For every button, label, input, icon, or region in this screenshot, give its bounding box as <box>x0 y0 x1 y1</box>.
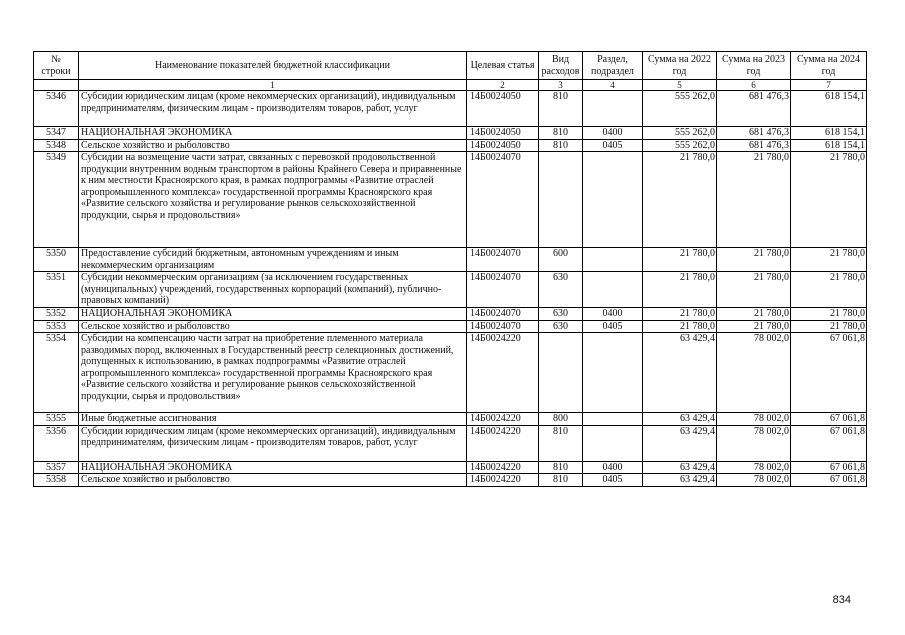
indicator-name-cell: Субсидии на возмещение части затрат, связанных с перевозкой продовольственной продукции внутренним водным транспортом в районы Крайнего Севера и приравненные к ним местности Красноярского края, в рамках подпрограммы «Развитие отраслей агропромышленного комплекса» государственной программы Красноярского края «Развитие сельского хозяйства и регулирование рынков сельскохозяйственной продукции, сырья и продовольствия» <box>79 152 467 248</box>
sum-2022-cell: 21 780,0 <box>643 152 717 248</box>
column-index-row <box>34 80 867 91</box>
sum-2023-cell: 78 002,0 <box>717 461 791 474</box>
column-index: 7 <box>791 80 867 91</box>
target-article-cell: 14Б0024220 <box>467 413 539 426</box>
indicator-name-cell: Субсидии юридическим лицам (кроме некоммерческих организаций), индивидуальным предпринимателям, физическим лицам - производителям товаров, работ, услуг <box>79 91 467 127</box>
table-header-row <box>34 52 867 80</box>
expense-type-cell: 600 <box>539 248 583 272</box>
target-article-cell: 14Б0024220 <box>467 425 539 461</box>
row-number-cell: 5358 <box>34 474 79 487</box>
header-target-article: Целевая статья <box>467 52 539 80</box>
sum-2022-cell: 63 429,4 <box>643 461 717 474</box>
indicator-name-cell: Субсидии некоммерческим организациям (за исключением государственных (муниципальных) учреждений, государственных корпораций (компаний), публично-правовых компаний) <box>79 272 467 308</box>
sum-2024-cell: 67 061,8 <box>791 461 867 474</box>
section-cell: 0400 <box>583 461 643 474</box>
indicator-name-cell: Сельское хозяйство и рыболовство <box>79 139 467 152</box>
header-sum-2024: Сумма на 2024 год <box>791 52 867 80</box>
indicator-name-cell: НАЦИОНАЛЬНАЯ ЭКОНОМИКА <box>79 127 467 140</box>
column-index: 3 <box>539 80 583 91</box>
table-row <box>34 91 867 127</box>
expense-type-cell: 800 <box>539 413 583 426</box>
target-article-cell: 14Б0024070 <box>467 272 539 308</box>
column-index: 2 <box>467 80 539 91</box>
header-sum-2023: Сумма на 2023 год <box>717 52 791 80</box>
sum-2022-cell: 63 429,4 <box>643 333 717 413</box>
section-cell: 0405 <box>583 474 643 487</box>
sum-2023-cell: 681 476,3 <box>717 139 791 152</box>
row-number-cell: 5352 <box>34 308 79 321</box>
sum-2024-cell: 67 061,8 <box>791 413 867 426</box>
target-article-cell: 14Б0024070 <box>467 308 539 321</box>
sum-2022-cell: 21 780,0 <box>643 248 717 272</box>
sum-2022-cell: 63 429,4 <box>643 425 717 461</box>
section-cell <box>583 333 643 413</box>
sum-2024-cell: 67 061,8 <box>791 425 867 461</box>
row-number-cell: 5347 <box>34 127 79 140</box>
table-row <box>34 139 867 152</box>
column-index: 1 <box>79 80 467 91</box>
header-indicator-name: Наименование показателей бюджетной классификации <box>79 52 467 80</box>
section-cell <box>583 272 643 308</box>
sum-2023-cell: 21 780,0 <box>717 320 791 333</box>
sum-2023-cell: 21 780,0 <box>717 248 791 272</box>
expense-type-cell: 810 <box>539 474 583 487</box>
column-index: 5 <box>643 80 717 91</box>
sum-2023-cell: 78 002,0 <box>717 425 791 461</box>
expense-type-cell: 810 <box>539 139 583 152</box>
expense-type-cell: 630 <box>539 320 583 333</box>
expense-type-cell: 810 <box>539 91 583 127</box>
sum-2023-cell: 21 780,0 <box>717 308 791 321</box>
target-article-cell: 14Б0024070 <box>467 152 539 248</box>
sum-2022-cell: 63 429,4 <box>643 474 717 487</box>
row-number-cell: 5350 <box>34 248 79 272</box>
sum-2023-cell: 681 476,3 <box>717 127 791 140</box>
section-cell <box>583 152 643 248</box>
table-row <box>34 152 867 248</box>
sum-2024-cell: 21 780,0 <box>791 320 867 333</box>
indicator-name-cell: НАЦИОНАЛЬНАЯ ЭКОНОМИКА <box>79 461 467 474</box>
header-expense-type: Вид расходов <box>539 52 583 80</box>
budget-table-container <box>33 51 866 487</box>
sum-2023-cell: 78 002,0 <box>717 474 791 487</box>
table-row <box>34 248 867 272</box>
expense-type-cell: 810 <box>539 127 583 140</box>
section-cell <box>583 425 643 461</box>
sum-2024-cell: 21 780,0 <box>791 248 867 272</box>
expense-type-cell: 810 <box>539 461 583 474</box>
sum-2022-cell: 21 780,0 <box>643 272 717 308</box>
sum-2022-cell: 21 780,0 <box>643 320 717 333</box>
sum-2023-cell: 21 780,0 <box>717 152 791 248</box>
sum-2024-cell: 67 061,8 <box>791 474 867 487</box>
row-number-cell: 5346 <box>34 91 79 127</box>
target-article-cell: 14Б0024220 <box>467 333 539 413</box>
sum-2022-cell: 63 429,4 <box>643 413 717 426</box>
sum-2024-cell: 21 780,0 <box>791 272 867 308</box>
indicator-name-cell: Субсидии на компенсацию части затрат на приобретение племенного материала разводимых пород, включенных в Государственный реестр селекционных достижений, допущенных к использованию, в рамках подпрограммы «Развитие отраслей агропромышленного комплекса» государственной программы Красноярского края «Развитие сельского хозяйства и регулирование рынков сельскохозяйственной продукции, сырья и продовольствия» <box>79 333 467 413</box>
table-row <box>34 413 867 426</box>
column-index <box>34 80 79 91</box>
table-row <box>34 320 867 333</box>
row-number-cell: 5355 <box>34 413 79 426</box>
row-number-cell: 5354 <box>34 333 79 413</box>
indicator-name-cell: Сельское хозяйство и рыболовство <box>79 320 467 333</box>
header-sum-2022: Сумма на 2022 год <box>643 52 717 80</box>
sum-2024-cell: 21 780,0 <box>791 308 867 321</box>
sum-2023-cell: 21 780,0 <box>717 272 791 308</box>
sum-2024-cell: 618 154,1 <box>791 91 867 127</box>
target-article-cell: 14Б0024220 <box>467 461 539 474</box>
section-cell <box>583 248 643 272</box>
sum-2023-cell: 681 476,3 <box>717 91 791 127</box>
target-article-cell: 14Б0024070 <box>467 320 539 333</box>
indicator-name-cell: Сельское хозяйство и рыболовство <box>79 474 467 487</box>
table-row <box>34 474 867 487</box>
header-section: Раздел, подраздел <box>583 52 643 80</box>
table-row <box>34 425 867 461</box>
indicator-name-cell: Предоставление субсидий бюджетным, автономным учреждениям и иным некоммерческим организациям <box>79 248 467 272</box>
row-number-cell: 5357 <box>34 461 79 474</box>
sum-2024-cell: 67 061,8 <box>791 333 867 413</box>
column-index: 6 <box>717 80 791 91</box>
expense-type-cell <box>539 333 583 413</box>
expense-type-cell: 630 <box>539 272 583 308</box>
sum-2022-cell: 555 262,0 <box>643 127 717 140</box>
target-article-cell: 14Б0024050 <box>467 91 539 127</box>
budget-table <box>33 51 867 487</box>
row-number-cell: 5356 <box>34 425 79 461</box>
indicator-name-cell: Иные бюджетные ассигнования <box>79 413 467 426</box>
target-article-cell: 14Б0024220 <box>467 474 539 487</box>
column-index: 4 <box>583 80 643 91</box>
sum-2024-cell: 618 154,1 <box>791 139 867 152</box>
target-article-cell: 14Б0024050 <box>467 127 539 140</box>
row-number-cell: 5348 <box>34 139 79 152</box>
expense-type-cell: 630 <box>539 308 583 321</box>
section-cell: 0400 <box>583 308 643 321</box>
section-cell <box>583 413 643 426</box>
section-cell <box>583 91 643 127</box>
table-body <box>34 91 867 487</box>
expense-type-cell <box>539 152 583 248</box>
row-number-cell: 5353 <box>34 320 79 333</box>
expense-type-cell: 810 <box>539 425 583 461</box>
table-row <box>34 461 867 474</box>
indicator-name-cell: НАЦИОНАЛЬНАЯ ЭКОНОМИКА <box>79 308 467 321</box>
table-row <box>34 333 867 413</box>
page-number: 834 <box>832 594 851 606</box>
sum-2023-cell: 78 002,0 <box>717 333 791 413</box>
sum-2022-cell: 555 262,0 <box>643 91 717 127</box>
target-article-cell: 14Б0024050 <box>467 139 539 152</box>
table-row <box>34 272 867 308</box>
sum-2022-cell: 555 262,0 <box>643 139 717 152</box>
section-cell: 0405 <box>583 139 643 152</box>
sum-2024-cell: 618 154,1 <box>791 127 867 140</box>
table-row <box>34 308 867 321</box>
sum-2022-cell: 21 780,0 <box>643 308 717 321</box>
section-cell: 0400 <box>583 127 643 140</box>
sum-2024-cell: 21 780,0 <box>791 152 867 248</box>
indicator-name-cell: Субсидии юридическим лицам (кроме некоммерческих организаций), индивидуальным предпринимателям, физическим лицам - производителям товаров, работ, услуг <box>79 425 467 461</box>
section-cell: 0405 <box>583 320 643 333</box>
row-number-cell: 5349 <box>34 152 79 248</box>
sum-2023-cell: 78 002,0 <box>717 413 791 426</box>
header-row-number: № строки <box>34 52 79 80</box>
table-row <box>34 127 867 140</box>
row-number-cell: 5351 <box>34 272 79 308</box>
target-article-cell: 14Б0024070 <box>467 248 539 272</box>
